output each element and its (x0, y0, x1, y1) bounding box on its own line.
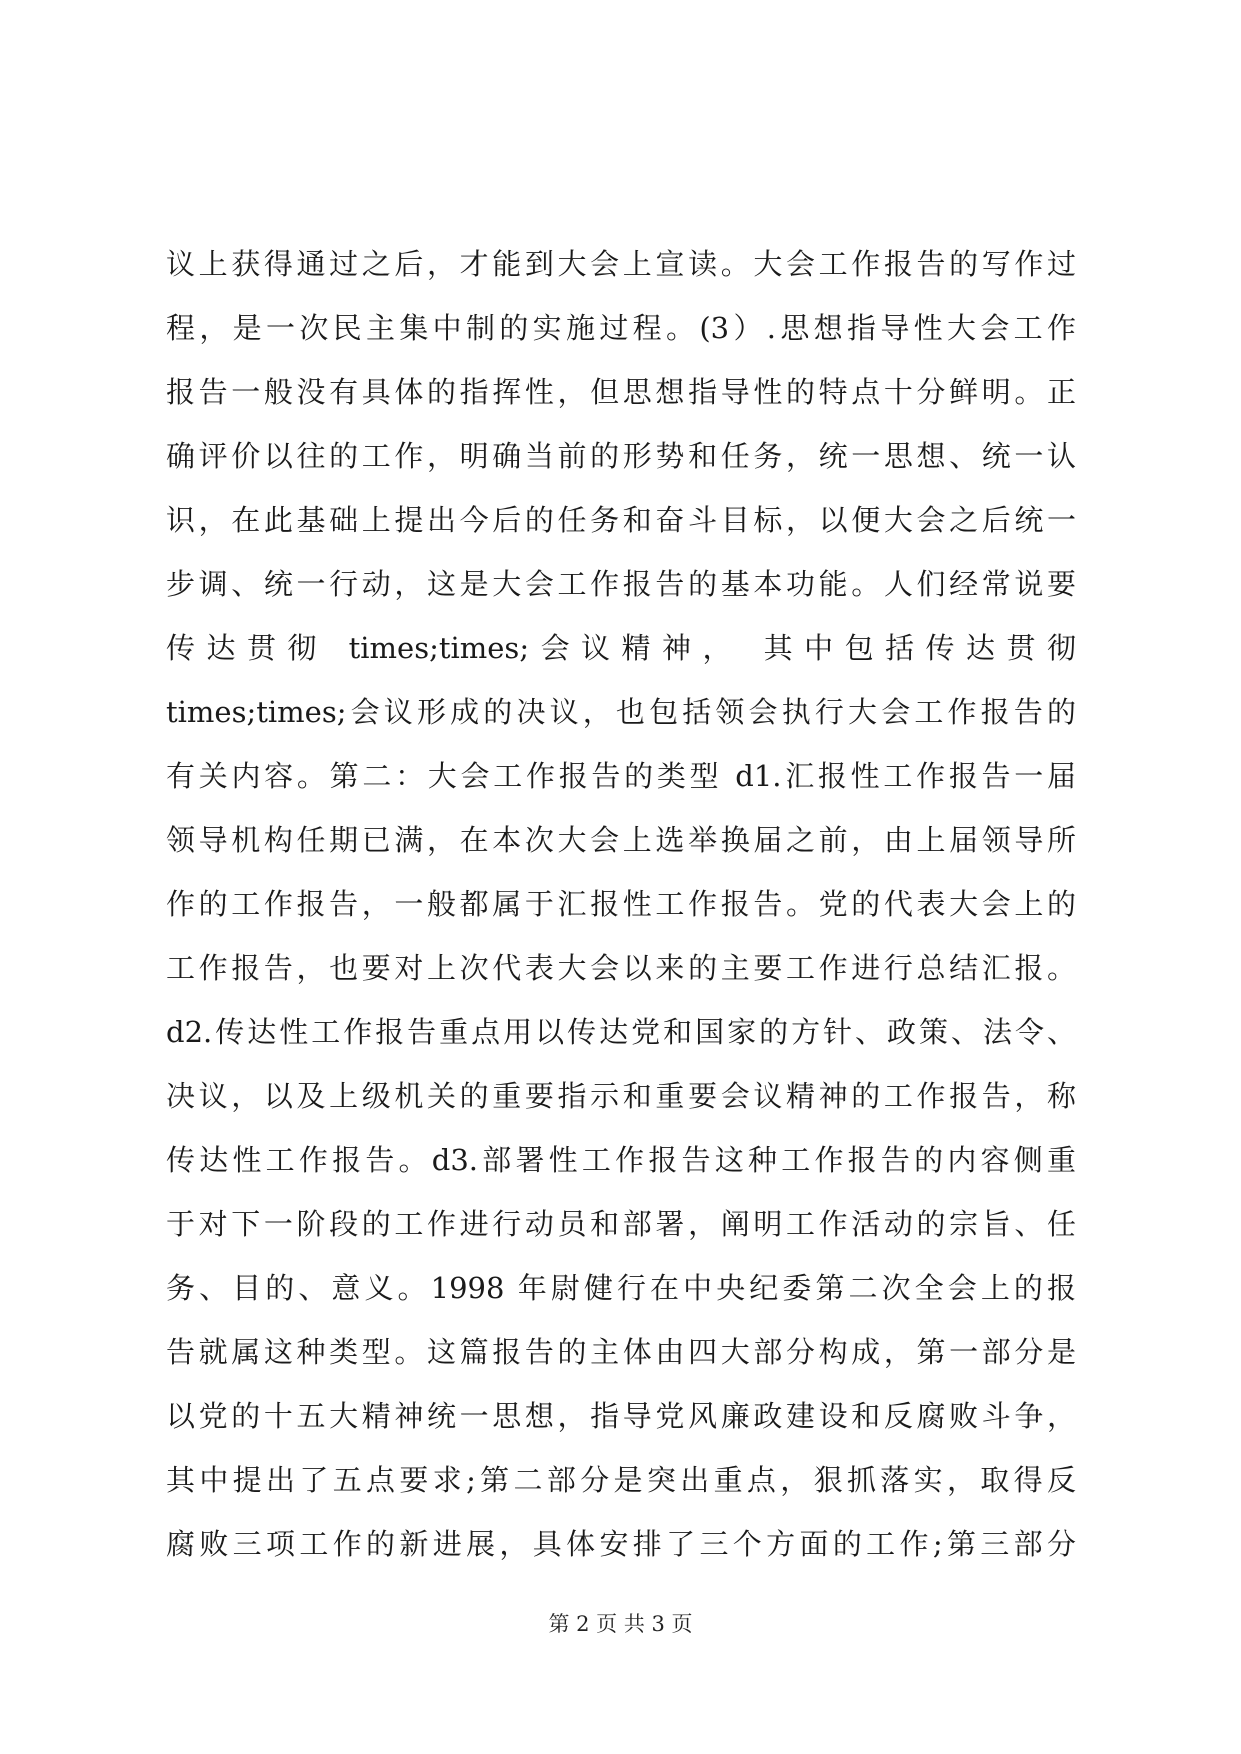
text-line: 务、目的、意义。1998 年尉健行在中央纪委第二次全会上的报 (166, 1271, 1076, 1305)
text-line: times;times;会议形成的决议，也包括领会执行大会工作报告的 (166, 695, 1076, 729)
text-line: 告就属这种类型。这篇报告的主体由四大部分构成，第一部分是 (166, 1335, 1076, 1369)
text-line: 以党的十五大精神统一思想，指导党风廉政建设和反腐败斗争， (166, 1399, 1076, 1433)
body-text (166, 232, 1076, 1576)
text-line: d2.传达性工作报告重点用以传达党和国家的方针、政策、法令、 (166, 1015, 1076, 1049)
page-number-label: 第 2 页 共 3 页 (548, 1612, 693, 1636)
text-line: 腐败三项工作的新进展，具体安排了三个方面的工作;第三部分 (166, 1527, 1076, 1561)
text-line: 识，在此基础上提出今后的任务和奋斗目标，以便大会之后统一 (166, 503, 1076, 537)
text-line: 于对下一阶段的工作进行动员和部署，阐明工作活动的宗旨、任 (166, 1207, 1076, 1241)
page-footer (0, 1608, 1241, 1638)
text-line: 领导机构任期已满，在本次大会上选举换届之前，由上届领导所 (166, 823, 1076, 857)
text-line: 传达贯彻 times;times;会议精神， 其中包括传达贯彻 (166, 631, 1076, 665)
text-line: 作的工作报告，一般都属于汇报性工作报告。党的代表大会上的 (166, 887, 1076, 921)
text-line: 确评价以往的工作，明确当前的形势和任务，统一思想、统一认 (166, 439, 1076, 473)
text-line: 决议，以及上级机关的重要指示和重要会议精神的工作报告，称 (166, 1079, 1076, 1113)
text-line: 程，是一次民主集中制的实施过程。(3）.思想指导性大会工作 (166, 311, 1076, 345)
text-line: 其中提出了五点要求;第二部分是突出重点，狠抓落实，取得反 (166, 1463, 1076, 1497)
text-line: 议上获得通过之后，才能到大会上宣读。大会工作报告的写作过 (166, 247, 1076, 281)
text-line: 工作报告，也要对上次代表大会以来的主要工作进行总结汇报。 (166, 951, 1076, 985)
text-line: 有关内容。第二：大会工作报告的类型 d1.汇报性工作报告一届 (166, 759, 1076, 793)
text-line: 传达性工作报告。d3.部署性工作报告这种工作报告的内容侧重 (166, 1143, 1076, 1177)
text-line: 报告一般没有具体的指挥性，但思想指导性的特点十分鲜明。正 (166, 375, 1076, 409)
text-line: 步调、统一行动，这是大会工作报告的基本功能。人们经常说要 (166, 567, 1076, 601)
